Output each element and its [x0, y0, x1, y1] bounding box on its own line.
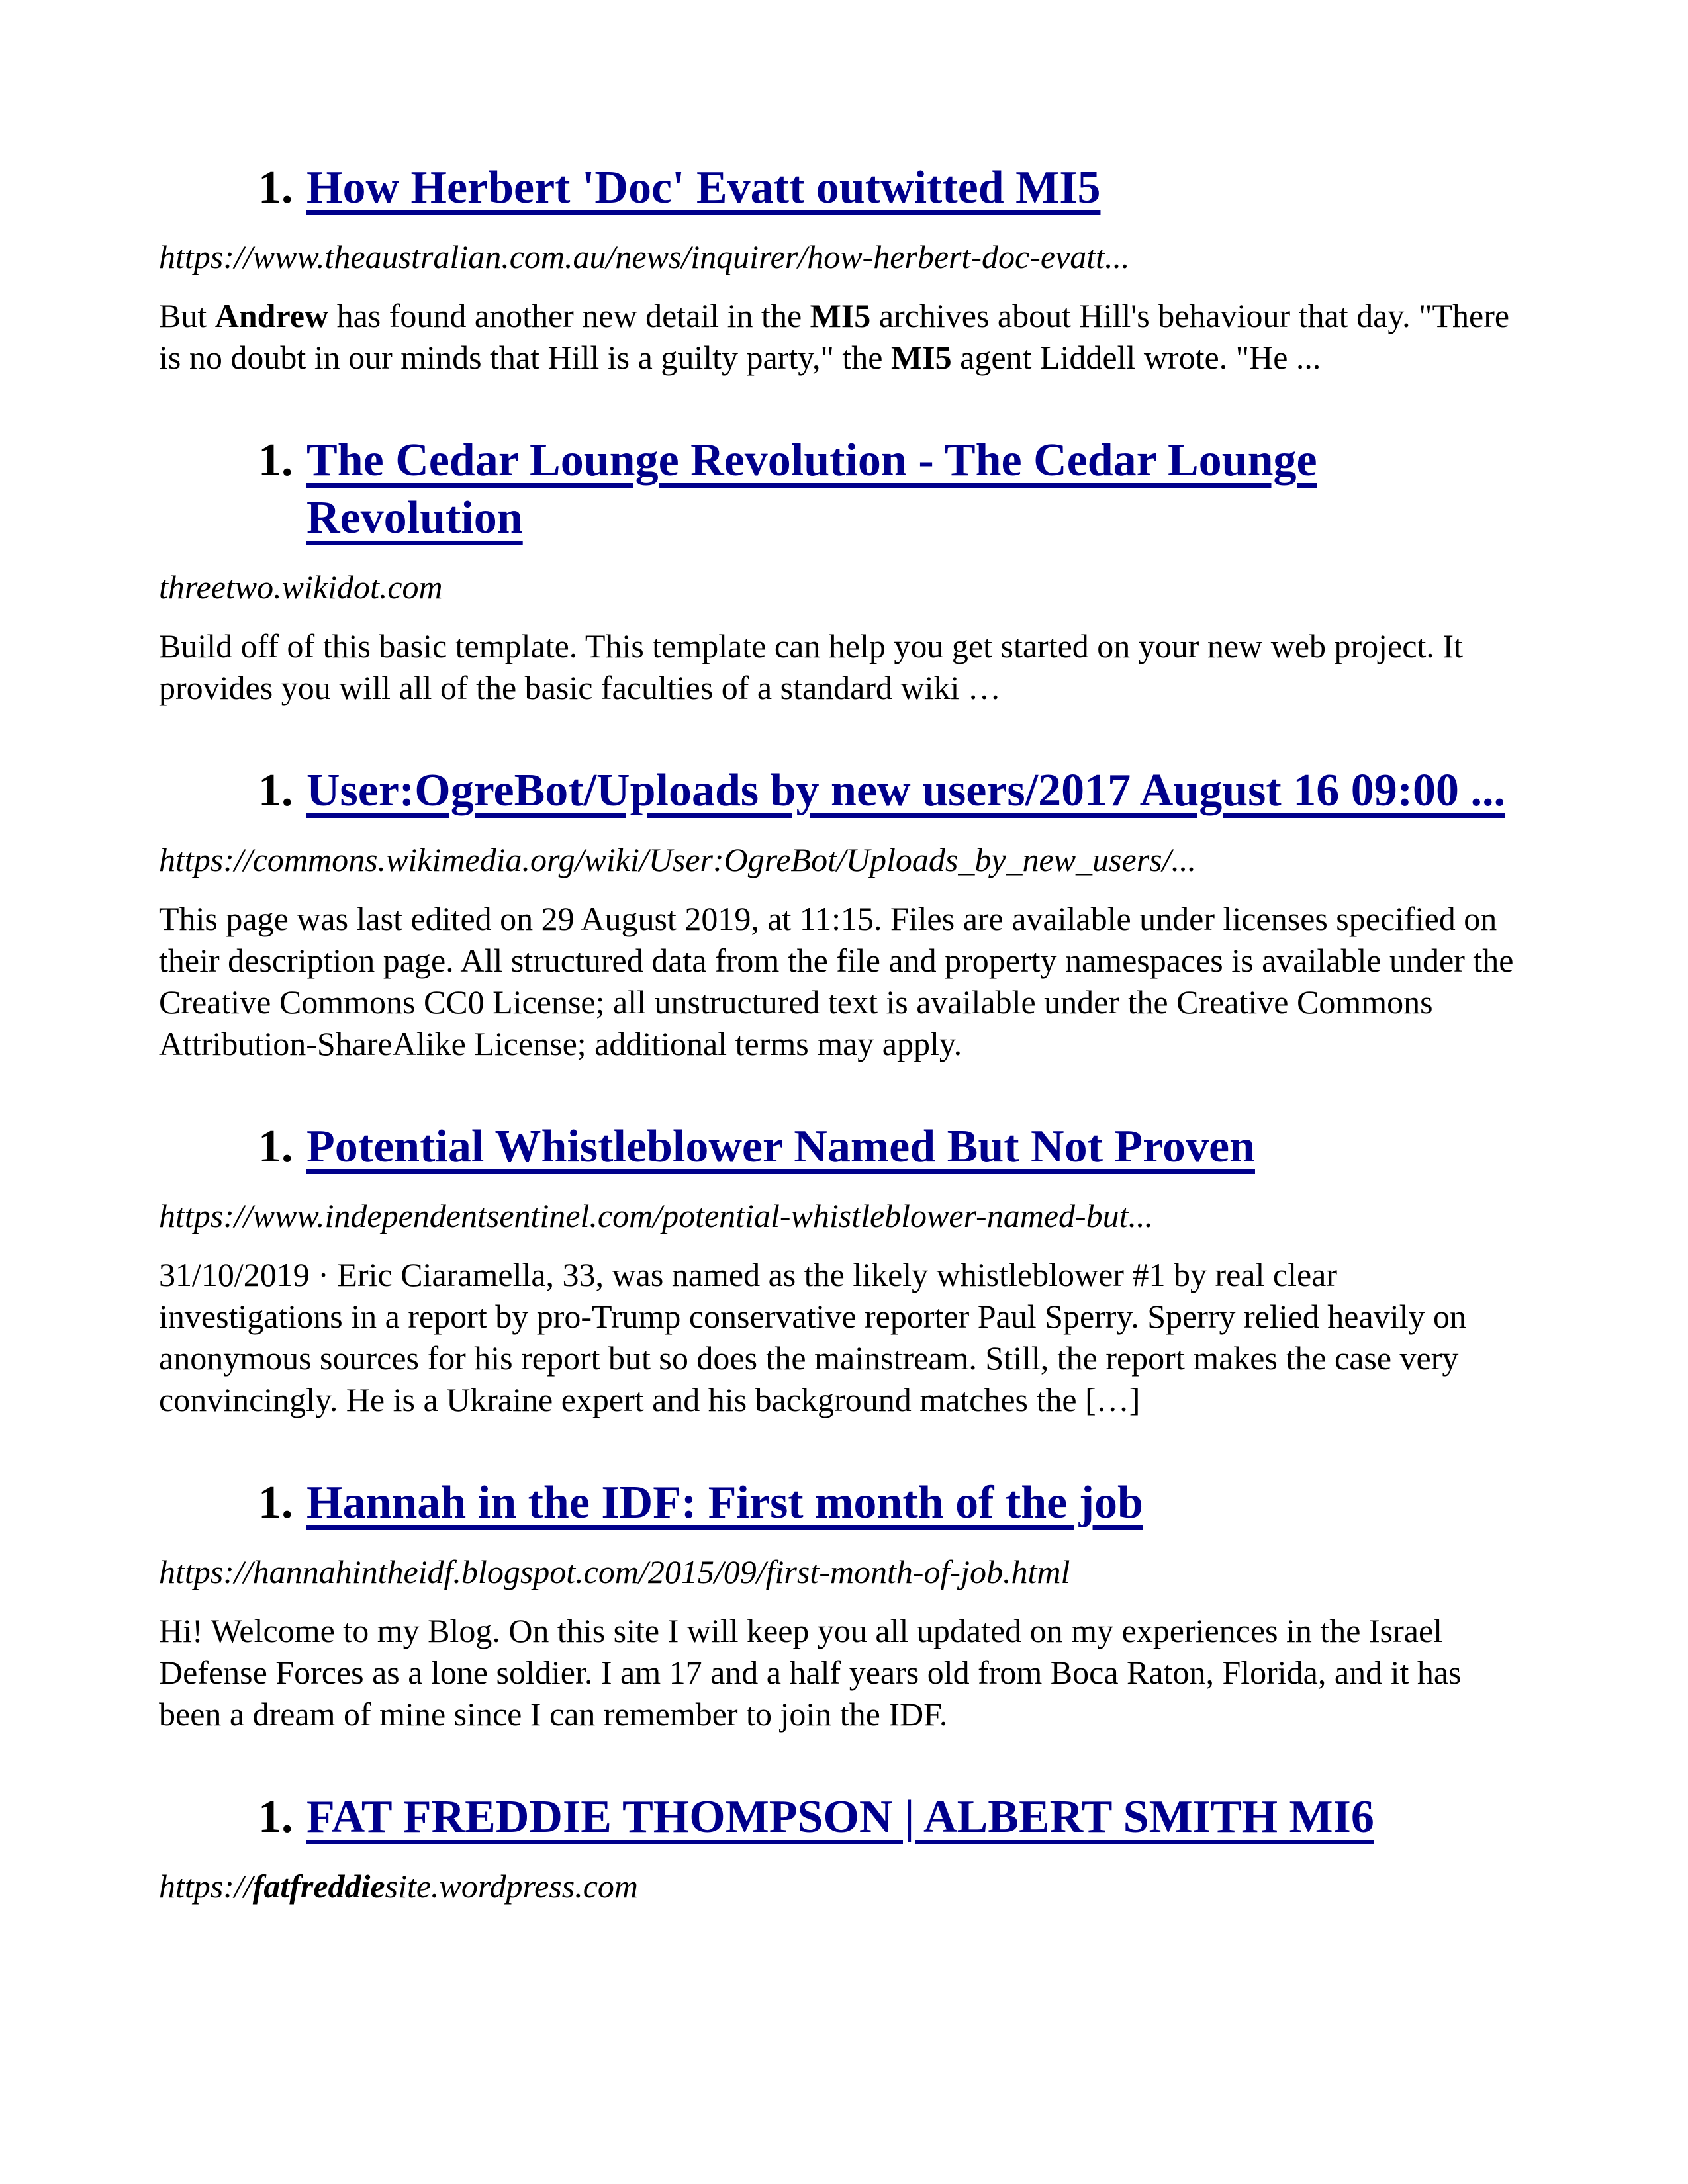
text-segment: 31/10/2019 · Eric Ciaramella, 33, was named as the likely whistleblower #1 by real clear investigations in a report by pro-Trump conservative reporter Paul Sperry. Sperry relied heavily on anonymous sources for his report but so does the mainstream. Still, the report makes the case very convincingly. He is a Ukraine expert and his background matches the […]	[159, 1256, 1466, 1418]
search-result	[159, 1118, 1529, 1421]
text-segment: agent Liddell wrote. "He ...	[951, 339, 1321, 376]
text-segment: https://www.theaustralian.com.au/news/inquirer/how-herbert-doc-evatt...	[159, 238, 1130, 275]
search-results-list	[159, 159, 1529, 1907]
text-segment: https://commons.wikimedia.org/wiki/User:OgreBot/Uploads_by_new_users/...	[159, 841, 1197, 878]
result-url	[159, 567, 1529, 608]
text-segment: Andrew	[214, 297, 329, 334]
text-segment: MI5	[890, 339, 952, 376]
search-result	[159, 432, 1529, 709]
result-url	[159, 1866, 1529, 1907]
text-segment: Build off of this basic template. This template can help you get started on your new web project. It provides you will all of the basic faculties of a standard wiki …	[159, 627, 1463, 706]
result-number: 1.	[258, 1477, 293, 1528]
text-segment: https://www.independentsentinel.com/potential-whistleblower-named-but...	[159, 1197, 1154, 1234]
text-segment: has found another new detail in the	[328, 297, 810, 334]
result-number: 1.	[258, 162, 293, 213]
text-segment: threetwo.wikidot.com	[159, 569, 443, 606]
result-title-link[interactable]: FAT FREDDIE THOMPSON | ALBERT SMITH MI6	[306, 1792, 1374, 1843]
search-result	[159, 1788, 1529, 1907]
result-title-link[interactable]: Hannah in the IDF: First month of the job	[306, 1477, 1143, 1528]
result-url	[159, 236, 1529, 278]
result-heading	[159, 159, 1529, 216]
result-title-link[interactable]: User:OgreBot/Uploads by new users/2017 August 16 09:00 ...	[306, 765, 1506, 816]
text-segment: fatfreddie	[252, 1868, 385, 1905]
result-heading	[159, 1474, 1529, 1531]
result-snippet	[159, 625, 1529, 709]
result-heading	[159, 1788, 1529, 1846]
text-segment: MI5	[810, 297, 871, 334]
search-result	[159, 159, 1529, 379]
result-url	[159, 1195, 1529, 1237]
text-segment: site.wordpress.com	[385, 1868, 639, 1905]
text-segment: Hi! Welcome to my Blog. On this site I will keep you all updated on my experiences in the Israel Defense Forces as a lone soldier. I am 17 and a half years old from Boca Raton, Florida, and it has been a dream of mine since I can remember to join the IDF.	[159, 1612, 1462, 1733]
text-segment: But	[159, 297, 215, 334]
text-segment: https://hannahintheidf.blogspot.com/2015/09/first-month-of-job.html	[159, 1553, 1070, 1590]
result-heading	[159, 762, 1529, 819]
result-number: 1.	[258, 1792, 293, 1843]
result-title-link[interactable]: How Herbert 'Doc' Evatt outwitted MI5	[306, 162, 1101, 213]
search-result	[159, 1474, 1529, 1735]
result-snippet	[159, 1254, 1529, 1421]
result-snippet	[159, 898, 1529, 1065]
result-number: 1.	[258, 1121, 293, 1172]
result-number: 1.	[258, 765, 293, 816]
result-url	[159, 1551, 1529, 1593]
result-title-link[interactable]: The Cedar Lounge Revolution - The Cedar Lounge Revolution	[306, 435, 1317, 543]
text-segment: This page was last edited on 29 August 2019, at 11:15. Files are available under licenses specified on their description page. All structured data from the file and property namespaces is available under the Creative Commons CC0 License; all unstructured text is available under the Creative Commons Attribution-ShareAlike License; additional terms may apply.	[159, 900, 1514, 1062]
text-segment: archives about Hill's behaviour that day. "There is no doubt in our minds that Hill is a guilty party," the	[159, 297, 1510, 376]
result-heading	[159, 432, 1529, 547]
result-heading	[159, 1118, 1529, 1175]
search-result	[159, 762, 1529, 1065]
result-snippet	[159, 1610, 1529, 1735]
result-number: 1.	[258, 435, 293, 486]
result-url	[159, 839, 1529, 881]
result-snippet	[159, 295, 1529, 379]
result-title-link[interactable]: Potential Whistleblower Named But Not Proven	[306, 1121, 1255, 1172]
text-segment: https://	[159, 1868, 253, 1905]
